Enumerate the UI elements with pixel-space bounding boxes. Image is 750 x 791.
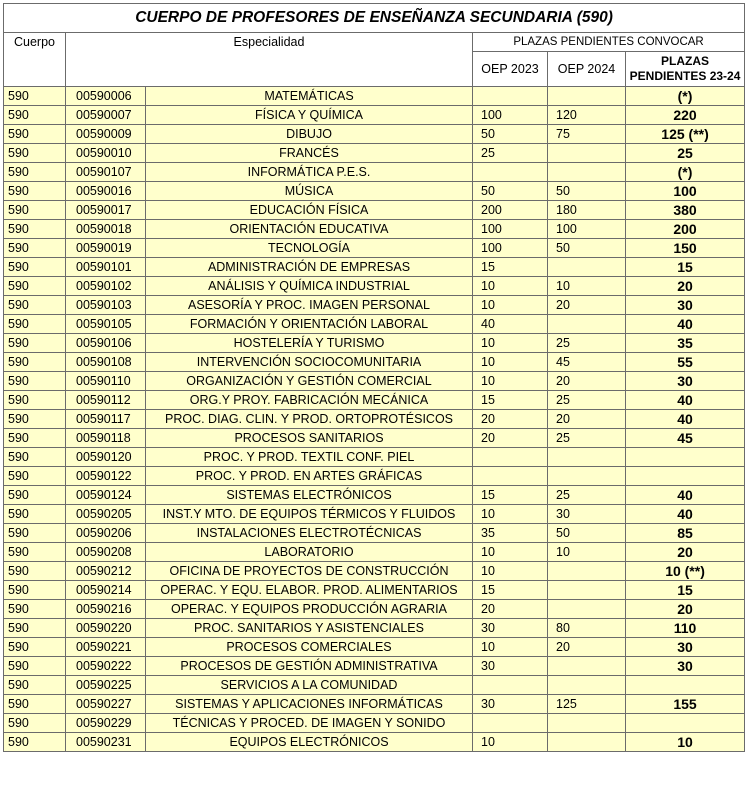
cell-cuerpo: 590 (4, 676, 66, 695)
cell-plazas-pendientes: 220 (626, 106, 745, 125)
table-row (4, 676, 745, 695)
table-row (4, 277, 745, 296)
cell-cuerpo: 590 (4, 258, 66, 277)
cell-oep-2024: 25 (548, 486, 626, 505)
cell-code: 00590110 (66, 372, 146, 391)
cell-oep-2024: 50 (548, 239, 626, 258)
cell-especialidad: ORGANIZACIÓN Y GESTIÓN COMERCIAL (146, 372, 473, 391)
cell-plazas-pendientes: 40 (626, 410, 745, 429)
cell-code: 00590117 (66, 410, 146, 429)
cell-especialidad: ASESORÍA Y PROC. IMAGEN PERSONAL (146, 296, 473, 315)
cell-plazas-pendientes: 30 (626, 372, 745, 391)
header-plazas-pendientes-convocar: PLAZAS PENDIENTES CONVOCAR (473, 33, 745, 52)
cell-cuerpo: 590 (4, 334, 66, 353)
cell-oep-2024: 20 (548, 372, 626, 391)
cell-plazas-pendientes: 20 (626, 543, 745, 562)
cell-especialidad: PROCESOS SANITARIOS (146, 429, 473, 448)
cell-oep-2024 (548, 733, 626, 752)
cell-cuerpo: 590 (4, 353, 66, 372)
cell-oep-2024 (548, 258, 626, 277)
cell-oep-2023 (473, 714, 548, 733)
header-plazas-line2: PENDIENTES 23-24 (629, 69, 741, 83)
table-row (4, 125, 745, 144)
cell-cuerpo: 590 (4, 695, 66, 714)
cell-oep-2023: 10 (473, 638, 548, 657)
cell-code: 00590107 (66, 163, 146, 182)
cell-oep-2024: 20 (548, 410, 626, 429)
cell-especialidad: TÉCNICAS Y PROCED. DE IMAGEN Y SONIDO (146, 714, 473, 733)
cell-oep-2023: 20 (473, 410, 548, 429)
cell-plazas-pendientes (626, 676, 745, 695)
cell-oep-2023: 50 (473, 125, 548, 144)
cell-plazas-pendientes: 155 (626, 695, 745, 714)
table-row (4, 220, 745, 239)
cell-plazas-pendientes: 380 (626, 201, 745, 220)
cell-code: 00590220 (66, 619, 146, 638)
table-row (4, 372, 745, 391)
cell-oep-2023: 30 (473, 695, 548, 714)
cell-cuerpo: 590 (4, 733, 66, 752)
cell-plazas-pendientes: 15 (626, 581, 745, 600)
cell-especialidad: PROC. Y PROD. TEXTIL CONF. PIEL (146, 448, 473, 467)
cell-plazas-pendientes: 30 (626, 638, 745, 657)
table-row (4, 486, 745, 505)
cell-cuerpo: 590 (4, 277, 66, 296)
cell-plazas-pendientes: 15 (626, 258, 745, 277)
table-row (4, 619, 745, 638)
cell-oep-2024: 100 (548, 220, 626, 239)
cell-oep-2023: 40 (473, 315, 548, 334)
cell-especialidad: INST.Y MTO. DE EQUIPOS TÉRMICOS Y FLUIDOS (146, 505, 473, 524)
cell-cuerpo: 590 (4, 144, 66, 163)
cell-oep-2023: 20 (473, 429, 548, 448)
cell-code: 00590221 (66, 638, 146, 657)
cell-code: 00590118 (66, 429, 146, 448)
cell-oep-2024: 75 (548, 125, 626, 144)
cell-oep-2023: 15 (473, 581, 548, 600)
cell-plazas-pendientes: 55 (626, 353, 745, 372)
cell-plazas-pendientes: 35 (626, 334, 745, 353)
cell-especialidad: DIBUJO (146, 125, 473, 144)
table-row (4, 410, 745, 429)
cell-oep-2023: 25 (473, 144, 548, 163)
cell-cuerpo: 590 (4, 543, 66, 562)
cell-cuerpo: 590 (4, 296, 66, 315)
cell-oep-2024: 20 (548, 296, 626, 315)
cell-oep-2023 (473, 163, 548, 182)
header-plazas-line1: PLAZAS (661, 54, 710, 68)
cell-oep-2024: 120 (548, 106, 626, 125)
cell-plazas-pendientes: 30 (626, 657, 745, 676)
table-row (4, 714, 745, 733)
cell-plazas-pendientes: 200 (626, 220, 745, 239)
cell-plazas-pendientes: 125 (**) (626, 125, 745, 144)
table-row (4, 448, 745, 467)
cell-cuerpo: 590 (4, 315, 66, 334)
table-row (4, 106, 745, 125)
cell-oep-2024: 30 (548, 505, 626, 524)
table-row (4, 638, 745, 657)
cell-oep-2024: 80 (548, 619, 626, 638)
cell-code: 00590016 (66, 182, 146, 201)
cell-code: 00590229 (66, 714, 146, 733)
cell-plazas-pendientes: 110 (626, 619, 745, 638)
table-row (4, 581, 745, 600)
cell-especialidad: OFICINA DE PROYECTOS DE CONSTRUCCIÓN (146, 562, 473, 581)
cell-code: 00590105 (66, 315, 146, 334)
cell-especialidad: PROCESOS COMERCIALES (146, 638, 473, 657)
cell-especialidad: PROC. Y PROD. EN ARTES GRÁFICAS (146, 467, 473, 486)
table-row (4, 258, 745, 277)
cell-code: 00590216 (66, 600, 146, 619)
cell-plazas-pendientes: (*) (626, 163, 745, 182)
cell-oep-2024 (548, 657, 626, 676)
cell-cuerpo: 590 (4, 562, 66, 581)
cell-code: 00590101 (66, 258, 146, 277)
header-plazas-pendientes (626, 52, 745, 87)
table-row (4, 201, 745, 220)
table-row (4, 600, 745, 619)
cell-plazas-pendientes: 40 (626, 391, 745, 410)
cell-oep-2023: 200 (473, 201, 548, 220)
cell-especialidad: SISTEMAS Y APLICACIONES INFORMÁTICAS (146, 695, 473, 714)
cell-plazas-pendientes: 100 (626, 182, 745, 201)
cell-oep-2023: 30 (473, 657, 548, 676)
header-oep-2024: OEP 2024 (548, 52, 626, 87)
cell-cuerpo: 590 (4, 524, 66, 543)
cell-oep-2024 (548, 144, 626, 163)
table-row (4, 334, 745, 353)
cell-oep-2023: 10 (473, 296, 548, 315)
cell-code: 00590010 (66, 144, 146, 163)
cell-cuerpo: 590 (4, 220, 66, 239)
cell-cuerpo: 590 (4, 182, 66, 201)
cell-especialidad: SERVICIOS A LA COMUNIDAD (146, 676, 473, 695)
cell-especialidad: PROC. DIAG. CLIN. Y PROD. ORTOPROTÉSICOS (146, 410, 473, 429)
cell-oep-2023: 15 (473, 258, 548, 277)
cell-plazas-pendientes: 10 (**) (626, 562, 745, 581)
cell-plazas-pendientes: 45 (626, 429, 745, 448)
cell-oep-2023: 10 (473, 353, 548, 372)
cell-oep-2024: 125 (548, 695, 626, 714)
cell-code: 00590006 (66, 87, 146, 106)
cell-oep-2024 (548, 600, 626, 619)
cell-oep-2023 (473, 448, 548, 467)
cell-code: 00590208 (66, 543, 146, 562)
cell-especialidad: FRANCÉS (146, 144, 473, 163)
cell-plazas-pendientes: 85 (626, 524, 745, 543)
cell-especialidad: OPERAC. Y EQUIPOS PRODUCCIÓN AGRARIA (146, 600, 473, 619)
cell-especialidad: INSTALACIONES ELECTROTÉCNICAS (146, 524, 473, 543)
cell-code: 00590225 (66, 676, 146, 695)
cell-oep-2023: 10 (473, 543, 548, 562)
cell-code: 00590103 (66, 296, 146, 315)
cell-code: 00590212 (66, 562, 146, 581)
table-row (4, 733, 745, 752)
cell-plazas-pendientes: 40 (626, 486, 745, 505)
cell-oep-2024 (548, 676, 626, 695)
cell-especialidad: SISTEMAS ELECTRÓNICOS (146, 486, 473, 505)
cell-plazas-pendientes (626, 467, 745, 486)
cell-plazas-pendientes (626, 714, 745, 733)
cell-especialidad: PROC. SANITARIOS Y ASISTENCIALES (146, 619, 473, 638)
cell-code: 00590009 (66, 125, 146, 144)
cell-plazas-pendientes (626, 448, 745, 467)
cell-oep-2023: 10 (473, 733, 548, 752)
cell-cuerpo: 590 (4, 638, 66, 657)
header-oep-2023: OEP 2023 (473, 52, 548, 87)
cell-oep-2024 (548, 467, 626, 486)
table-row (4, 163, 745, 182)
cell-code: 00590120 (66, 448, 146, 467)
cell-cuerpo: 590 (4, 429, 66, 448)
table-row (4, 296, 745, 315)
cell-code: 00590227 (66, 695, 146, 714)
cell-cuerpo: 590 (4, 505, 66, 524)
table-row (4, 505, 745, 524)
cell-especialidad: MÚSICA (146, 182, 473, 201)
cell-code: 00590122 (66, 467, 146, 486)
cell-oep-2023: 35 (473, 524, 548, 543)
cell-code: 00590007 (66, 106, 146, 125)
cell-cuerpo: 590 (4, 106, 66, 125)
cell-oep-2023 (473, 676, 548, 695)
cell-cuerpo: 590 (4, 714, 66, 733)
cell-oep-2023 (473, 87, 548, 106)
cell-oep-2023: 10 (473, 372, 548, 391)
cell-especialidad: EDUCACIÓN FÍSICA (146, 201, 473, 220)
table-row (4, 182, 745, 201)
header-cuerpo: Cuerpo (4, 33, 66, 87)
cell-plazas-pendientes: 10 (626, 733, 745, 752)
cell-code: 00590102 (66, 277, 146, 296)
cell-especialidad: EQUIPOS ELECTRÓNICOS (146, 733, 473, 752)
cell-oep-2024 (548, 448, 626, 467)
cell-oep-2024: 20 (548, 638, 626, 657)
cell-oep-2023: 30 (473, 619, 548, 638)
cell-cuerpo: 590 (4, 201, 66, 220)
cell-cuerpo: 590 (4, 448, 66, 467)
cell-plazas-pendientes: 30 (626, 296, 745, 315)
cell-oep-2023: 50 (473, 182, 548, 201)
cell-plazas-pendientes: 20 (626, 277, 745, 296)
cell-cuerpo: 590 (4, 467, 66, 486)
table-row (4, 87, 745, 106)
cell-code: 00590017 (66, 201, 146, 220)
cell-oep-2023: 10 (473, 562, 548, 581)
cell-oep-2024: 50 (548, 182, 626, 201)
cell-cuerpo: 590 (4, 486, 66, 505)
cell-cuerpo: 590 (4, 410, 66, 429)
table-row (4, 657, 745, 676)
cell-code: 00590019 (66, 239, 146, 258)
cell-plazas-pendientes: 20 (626, 600, 745, 619)
cell-code: 00590106 (66, 334, 146, 353)
cell-especialidad: MATEMÁTICAS (146, 87, 473, 106)
cell-especialidad: HOSTELERÍA Y TURISMO (146, 334, 473, 353)
cell-especialidad: ORG.Y PROY. FABRICACIÓN MECÁNICA (146, 391, 473, 410)
cell-code: 00590124 (66, 486, 146, 505)
cell-especialidad: OPERAC. Y EQU. ELABOR. PROD. ALIMENTARIOS (146, 581, 473, 600)
cell-oep-2024: 10 (548, 277, 626, 296)
cell-oep-2023: 10 (473, 277, 548, 296)
cell-oep-2024 (548, 714, 626, 733)
plazas-table (3, 3, 745, 752)
table-row (4, 239, 745, 258)
table-row (4, 353, 745, 372)
cell-especialidad: INTERVENCIÓN SOCIOCOMUNITARIA (146, 353, 473, 372)
table-row (4, 695, 745, 714)
cell-oep-2024 (548, 315, 626, 334)
cell-cuerpo: 590 (4, 657, 66, 676)
cell-oep-2023: 15 (473, 391, 548, 410)
cell-especialidad: ANÁLISIS Y QUÍMICA INDUSTRIAL (146, 277, 473, 296)
cell-cuerpo: 590 (4, 239, 66, 258)
cell-oep-2024 (548, 581, 626, 600)
cell-cuerpo: 590 (4, 581, 66, 600)
cell-code: 00590112 (66, 391, 146, 410)
cell-plazas-pendientes: 25 (626, 144, 745, 163)
cell-plazas-pendientes: 40 (626, 505, 745, 524)
cell-oep-2024: 25 (548, 429, 626, 448)
cell-especialidad: FORMACIÓN Y ORIENTACIÓN LABORAL (146, 315, 473, 334)
cell-oep-2023: 10 (473, 334, 548, 353)
table-row (4, 429, 745, 448)
cell-oep-2023: 100 (473, 239, 548, 258)
cell-oep-2024 (548, 562, 626, 581)
cell-cuerpo: 590 (4, 372, 66, 391)
cell-cuerpo: 590 (4, 125, 66, 144)
spreadsheet (3, 3, 745, 752)
cell-oep-2024: 10 (548, 543, 626, 562)
cell-code: 00590205 (66, 505, 146, 524)
cell-cuerpo: 590 (4, 619, 66, 638)
cell-code: 00590018 (66, 220, 146, 239)
cell-plazas-pendientes: 40 (626, 315, 745, 334)
cell-oep-2023: 100 (473, 106, 548, 125)
cell-oep-2023: 20 (473, 600, 548, 619)
cell-code: 00590222 (66, 657, 146, 676)
cell-oep-2024: 50 (548, 524, 626, 543)
cell-especialidad: ADMINISTRACIÓN DE EMPRESAS (146, 258, 473, 277)
cell-oep-2023: 15 (473, 486, 548, 505)
cell-code: 00590206 (66, 524, 146, 543)
cell-oep-2024: 180 (548, 201, 626, 220)
table-row (4, 562, 745, 581)
table-row (4, 524, 745, 543)
cell-especialidad: INFORMÁTICA P.E.S. (146, 163, 473, 182)
cell-cuerpo: 590 (4, 87, 66, 106)
cell-oep-2024: 25 (548, 334, 626, 353)
table-row (4, 144, 745, 163)
cell-oep-2023 (473, 467, 548, 486)
cell-especialidad: LABORATORIO (146, 543, 473, 562)
cell-code: 00590108 (66, 353, 146, 372)
table-row (4, 467, 745, 486)
table-title: CUERPO DE PROFESORES DE ENSEÑANZA SECUNDARIA (590) (4, 4, 745, 33)
table-row (4, 391, 745, 410)
cell-especialidad: FÍSICA Y QUÍMICA (146, 106, 473, 125)
cell-code: 00590214 (66, 581, 146, 600)
cell-oep-2023: 100 (473, 220, 548, 239)
cell-plazas-pendientes: (*) (626, 87, 745, 106)
cell-especialidad: TECNOLOGÍA (146, 239, 473, 258)
table-row (4, 315, 745, 334)
cell-plazas-pendientes: 150 (626, 239, 745, 258)
cell-oep-2024: 25 (548, 391, 626, 410)
header-especialidad: Especialidad (66, 33, 473, 87)
cell-oep-2023: 10 (473, 505, 548, 524)
cell-especialidad: ORIENTACIÓN EDUCATIVA (146, 220, 473, 239)
cell-code: 00590231 (66, 733, 146, 752)
cell-cuerpo: 590 (4, 391, 66, 410)
cell-oep-2024 (548, 87, 626, 106)
cell-especialidad: PROCESOS DE GESTIÓN ADMINISTRATIVA (146, 657, 473, 676)
table-row (4, 543, 745, 562)
cell-oep-2024: 45 (548, 353, 626, 372)
cell-oep-2024 (548, 163, 626, 182)
cell-cuerpo: 590 (4, 163, 66, 182)
cell-cuerpo: 590 (4, 600, 66, 619)
